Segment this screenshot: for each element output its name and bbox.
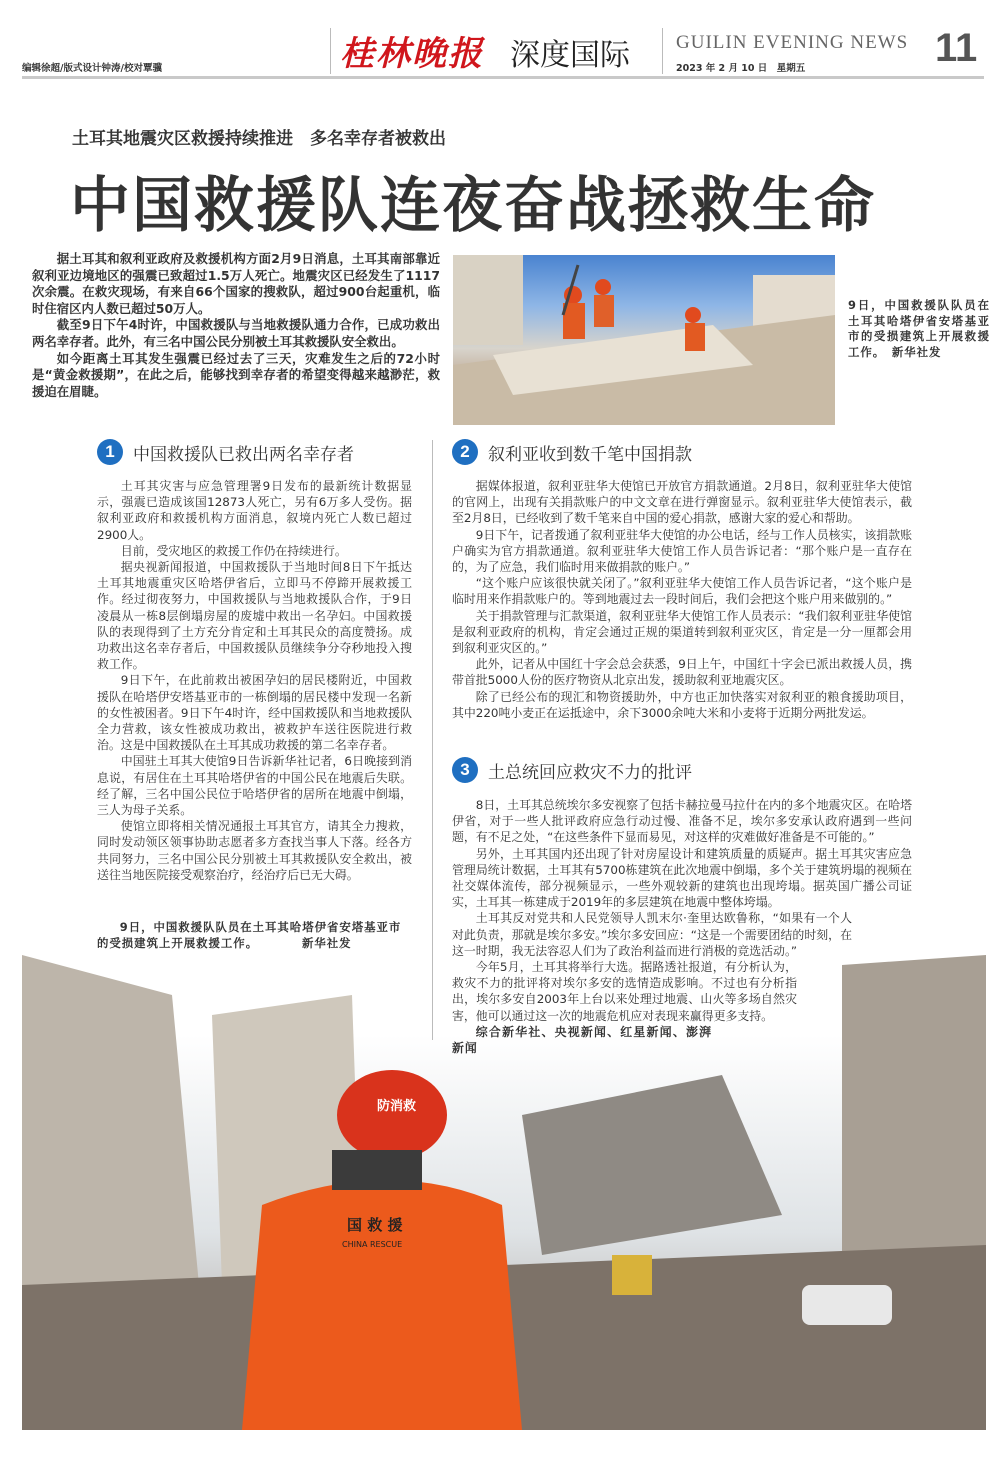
headline: 中国救援队连夜奋战拯救生命 (70, 171, 876, 241)
paragraph: 如今距离土耳其发生强震已经过去了三天，灾难发生之后的72小时是“黄金救援期”，在此之后，能够找到幸存者的希望变得越来越渺茫，救援迫在眉睫。 (32, 350, 440, 399)
photo-caption-top: 9日，中国救援队队员在土耳其哈塔伊省安塔基亚市的受损建筑上开展救援工作。 新华社发 (848, 298, 990, 359)
section-3-body (452, 797, 912, 1056)
section-2-body (452, 478, 912, 721)
section-name: 深度国际 (510, 38, 630, 73)
section-2-heading (452, 439, 692, 465)
paragraph: 另外，土耳其国内还出现了针对房屋设计和建筑质量的质疑声。据土耳其灾害应急管理局统计数据，土耳其有5700栋建筑在此次地震中倒塌，多个关于建筑坍塌的视频在社交媒体流传，部分视频显示，一些外观较新的建筑也出现垮塌。据英国广播公司证实，土耳其一栋建成于2019年的多层建筑在地震中整体垮塌。 (452, 846, 912, 910)
vest-label-en: CHINA RESCUE (342, 1240, 403, 1249)
rescue-photo-top (453, 255, 835, 425)
section-1-heading (97, 439, 354, 465)
paragraph: 据媒体报道，叙利亚驻华大使馆已开放官方捐款通道。2月8日，叙利亚驻华大使馆的官网上，出现有关捐款账户的中文文章在进行弹窗显示。叙利亚驻华大使馆表示，截至2月8日，已经收到了数千笔来自中国的爱心捐款，感谢大家的爱心和帮助。 (452, 479, 912, 526)
page-number: 11 (935, 26, 978, 70)
header-rule (22, 76, 984, 79)
lead-paragraphs (32, 251, 440, 400)
paragraph: 土耳其灾害与应急管理署9日发布的最新统计数据显示，强震已造成该国12873人死亡，另有6万多人受伤。据叙利亚政府和救援机构方面消息，叙境内死亡人数已超过2900人。 (97, 479, 412, 542)
section-title: 土总统回应救灾不力的批评 (488, 762, 692, 783)
paragraph: 据土耳其和叙利亚政府及救援机构方面2月9日消息，土耳其南部靠近叙利亚边境地区的强震已致超过1.5万人死亡。地震灾区已经发生了1117次余震。在救灾现场，有来自66个国家的搜救队，超过900台起重机，临时住宿区内人数已超过50万人。 (32, 251, 440, 316)
paragraph: 除了已经公布的现汇和物资援助外，中方也正加快落实对叙利亚的粮食援助项目，其中220吨小麦正在运抵途中，余下3000余吨大米和小麦将于近期分两批发运。 (452, 689, 912, 720)
paragraph: 8日，土耳其总统埃尔多安视察了包括卡赫拉曼马拉什在内的多个地震灾区。在哈塔伊省，对于一些人批评政府应急行动过慢、准备不足，埃尔多安承认政府遇到一些问题，有不足之处，“在这些条件下显而易见，对这样的灾难做好准备是不可能的。” (452, 798, 912, 845)
section-3-heading (452, 757, 692, 783)
paragraph: 9日下午，在此前救出被困孕妇的居民楼附近，中国救援队在哈塔伊安塔基亚市的一栋倒塌的居民楼中发现一名新的女性被困者。9日下午4时许，经中国救援队和当地救援队全力营救，该女性被成功救出，被救护车送往医院进行救治。这是中国救援队在土耳其成功救援的第二名幸存者。 (97, 673, 412, 753)
photo-caption-bottom: 9日，中国救援队队员在土耳其哈塔伊省安塔基亚市的受损建筑上开展救援工作。 新华社发 (97, 920, 402, 950)
subheadline: 土耳其地震灾区救援持续推进 多名幸存者被救出 (72, 129, 446, 149)
rescue-photo-illustration (453, 255, 835, 425)
paragraph: 9日下午，记者拨通了叙利亚驻华大使馆的办公电话，经与工作人员核实，该捐款账户确实为官方捐款通道。叙利亚驻华大使馆工作人员告诉记者：“那个账户是一直存在的，为了应急，我们临时用来做捐款的账户。” (452, 527, 912, 575)
section-number-badge: 1 (97, 439, 123, 465)
section-number-badge: 2 (452, 439, 478, 465)
section-number-badge: 3 (452, 757, 478, 783)
paragraph: 中国驻土耳其大使馆9日告诉新华社记者，6日晚接到消息说，有居住在土耳其哈塔伊省的中国公民在地震后失联。经了解，三名中国公民位于哈塔伊省的居所在地震中倒塌，三人为母子关系。 (97, 754, 412, 818)
divider (662, 28, 663, 74)
issue-date: 2023 年 2 月 10 日 星期五 (676, 63, 806, 74)
news-sources: 综合新华社、央视新闻、红星新闻、澎湃新闻 (452, 1024, 712, 1056)
column-divider (432, 440, 433, 1040)
paragraph: 截至9日下午4时许，中国救援队与当地救援队通力合作，已成功救出两名幸存者。此外，有三名中国公民分别被土耳其救援队安全救出。 (32, 317, 440, 349)
english-name: GUILIN EVENING NEWS (676, 32, 909, 53)
section-title: 叙利亚收到数千笔中国捐款 (488, 444, 692, 465)
paragraph: 此外，记者从中国红十字会总会获悉，9日上午，中国红十字会已派出救援人员，携带首批5000人份的医疗物资从北京出发，援助叙利亚地震灾区。 (452, 657, 912, 688)
vest-label: 国 救 援 (347, 1216, 403, 1234)
helmet-label: 防消救 (377, 1099, 417, 1114)
paragraph: 使馆立即将相关情况通报土耳其官方，请其全力搜救，同时发动领区领事协助志愿者多方查找当事人下落。经各方共同努力，三名中国公民分别被土耳其救援队安全救出，被送往当地医院接受观察治疗，经治疗后已无大碍。 (97, 819, 412, 882)
section-title: 中国救援队已救出两名幸存者 (133, 444, 354, 465)
paragraph: 据央视新闻报道，中国救援队于当地时间8日下午抵达土耳其地震重灾区哈塔伊省后，立即马不停蹄开展救援工作。经过彻夜努力，中国救援队与当地救援队合作，于9日凌晨从一栋8层倒塌房屋的废墟中救出一名孕妇。中国救援队的表现得到了土方充分肯定和土耳其民众的高度赞扬。成功救出这名幸存者后，中国救援队员继续争分夺秒地投入搜救工作。 (97, 560, 412, 672)
paragraph: 今年5月，土耳其将举行大选。据路透社报道，有分析认为，救灾不力的批评将对埃尔多安的选情造成影响。不过也有分析指出，埃尔多安自2003年上台以来处理过地震、山火等多场自然灾害，他可以通过这一次的地震危机应对表现来赢得更多支持。 (452, 960, 797, 1023)
rescuer-figure (242, 1070, 522, 1430)
paragraph: 目前，受灾地区的救援工作仍在持续进行。 (120, 543, 347, 558)
paragraph: 关于捐款管理与汇款渠道，叙利亚驻华大使馆工作人员表示：“我们叙利亚驻华使馆是叙利亚政府的机构，肯定会通过正规的渠道转到叙利亚灾区，肯定是一分一厘都会用到叙利亚灾区的。” (452, 608, 912, 656)
section-1-body (97, 478, 412, 883)
newspaper-logo: 桂林晚报 (340, 34, 484, 74)
editor-credits: 编辑徐超/版式设计钟涛/校对覃骥 (22, 63, 162, 74)
paragraph: “这个账户应该很快就关闭了。”叙利亚驻华大使馆工作人员告诉记者，“这个账户是临时用来作捐款账户的。等到地震过去一段时间后，我们会把这个账户用来做别的。” (452, 576, 912, 607)
paragraph: 土耳其反对党共和人民党领导人凯末尔·奎里达欧鲁称，“如果有一个人对此负责，那就是埃尔多安。”埃尔多安回应：“这是一个需要团结的时刻，在这一时期，我无法容忍人们为了政治利益而进行消极的竞选活动。” (452, 911, 852, 958)
divider (330, 28, 331, 74)
